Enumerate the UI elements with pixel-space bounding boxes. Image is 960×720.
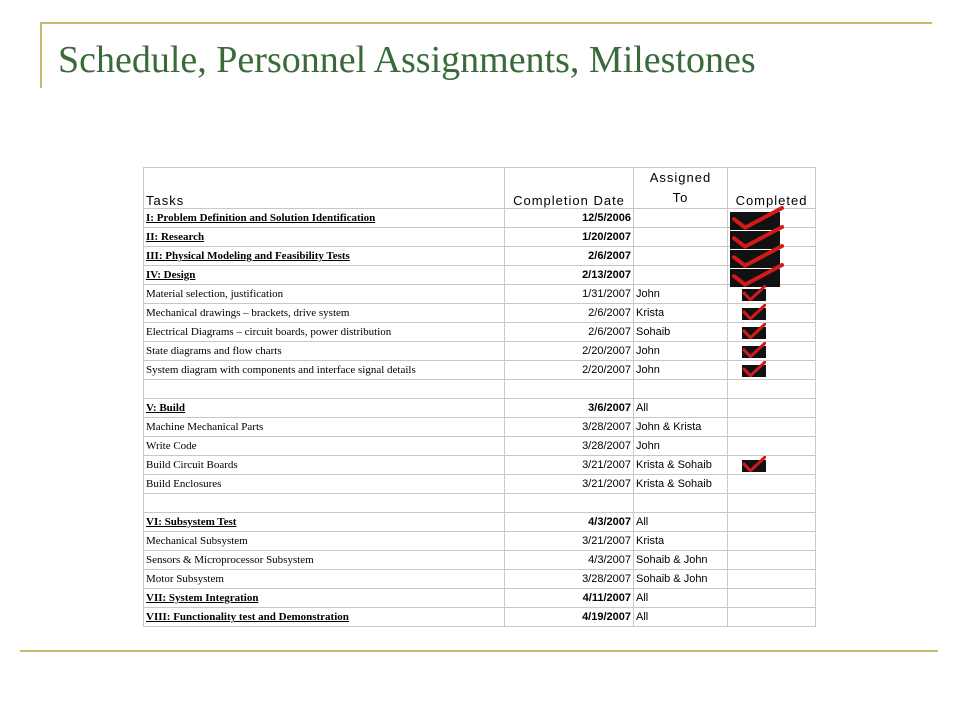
assigned-to-cell <box>634 380 728 399</box>
completed-cell <box>728 589 816 608</box>
assigned-to-cell: Krista & Sohaib <box>634 456 728 475</box>
completion-date-cell: 1/31/2007 <box>505 285 634 304</box>
completion-date-cell: 2/20/2007 <box>505 361 634 380</box>
task-cell: Material selection, justification <box>144 285 505 304</box>
task-cell: Mechanical Subsystem <box>144 532 505 551</box>
assigned-to-cell: All <box>634 513 728 532</box>
completion-date-cell: 3/6/2007 <box>505 399 634 418</box>
header-assigned-line1: Assigned <box>649 170 712 185</box>
checkmark-icon <box>742 361 766 377</box>
completion-date-cell <box>505 380 634 399</box>
completion-date-cell: 3/28/2007 <box>505 437 634 456</box>
task-cell: Motor Subsystem <box>144 570 505 589</box>
task-cell: State diagrams and flow charts <box>144 342 505 361</box>
completion-date-cell: 12/5/2006 <box>505 209 634 228</box>
table-row <box>144 551 816 570</box>
table-row <box>144 608 816 627</box>
task-cell: VIII: Functionality test and Demonstration <box>144 608 505 627</box>
checkmark-icon <box>742 304 766 320</box>
table-row <box>144 323 816 342</box>
completed-cell <box>728 475 816 494</box>
completed-cell <box>728 304 816 323</box>
completion-date-cell: 2/6/2007 <box>505 323 634 342</box>
completed-cell <box>728 513 816 532</box>
task-cell: Mechanical drawings – brackets, drive system <box>144 304 505 323</box>
task-cell: Build Circuit Boards <box>144 456 505 475</box>
task-cell: Sensors & Microprocessor Subsystem <box>144 551 505 570</box>
assigned-to-cell: All <box>634 589 728 608</box>
completion-date-cell: 2/20/2007 <box>505 342 634 361</box>
table-row <box>144 437 816 456</box>
table-row <box>144 209 816 228</box>
table-row <box>144 285 816 304</box>
completion-date-cell: 3/21/2007 <box>505 532 634 551</box>
assigned-to-cell: Sohaib & John <box>634 551 728 570</box>
completed-cell <box>728 342 816 361</box>
task-cell <box>144 494 505 513</box>
completed-cell <box>728 266 816 285</box>
task-cell: VII: System Integration <box>144 589 505 608</box>
completed-cell <box>728 418 816 437</box>
completed-cell <box>728 380 816 399</box>
completion-date-cell: 3/21/2007 <box>505 475 634 494</box>
top-accent-rule <box>40 22 932 24</box>
table-row <box>144 532 816 551</box>
slide-title: Schedule, Personnel Assignments, Milestones <box>58 39 756 81</box>
assigned-to-cell: All <box>634 399 728 418</box>
assigned-to-cell <box>634 228 728 247</box>
table-row <box>144 304 816 323</box>
assigned-to-cell: John <box>634 342 728 361</box>
task-cell: System diagram with components and interface signal details <box>144 361 505 380</box>
task-cell: V: Build <box>144 399 505 418</box>
assigned-to-cell <box>634 266 728 285</box>
left-accent-rule <box>40 22 42 88</box>
table-row <box>144 494 816 513</box>
assigned-to-cell: Sohaib & John <box>634 570 728 589</box>
checkmark-icon <box>742 342 766 358</box>
assigned-to-cell: Krista <box>634 304 728 323</box>
completion-date-cell: 3/21/2007 <box>505 456 634 475</box>
table-row <box>144 399 816 418</box>
task-cell: I: Problem Definition and Solution Identification <box>144 209 505 228</box>
completed-cell <box>728 323 816 342</box>
completion-date-cell: 1/20/2007 <box>505 228 634 247</box>
table-row <box>144 247 816 266</box>
header-assigned-line2: To <box>672 190 689 205</box>
table-row <box>144 513 816 532</box>
completed-cell <box>728 494 816 513</box>
checkmark-icon <box>742 323 766 339</box>
table-header-row <box>144 168 816 209</box>
header-tasks: Tasks <box>144 168 505 209</box>
checkmark-icon <box>742 285 766 301</box>
completed-cell <box>728 361 816 380</box>
assigned-to-cell: John & Krista <box>634 418 728 437</box>
table-row <box>144 342 816 361</box>
table-row <box>144 456 816 475</box>
task-cell: Machine Mechanical Parts <box>144 418 505 437</box>
task-cell: III: Physical Modeling and Feasibility Tests <box>144 247 505 266</box>
header-assigned-to <box>634 168 728 209</box>
completed-cell <box>728 608 816 627</box>
completion-date-cell: 2/6/2007 <box>505 247 634 266</box>
task-cell <box>144 380 505 399</box>
checkmark-icon <box>742 456 766 472</box>
completed-cell <box>728 456 816 475</box>
task-cell: Write Code <box>144 437 505 456</box>
task-cell: IV: Design <box>144 266 505 285</box>
completed-cell <box>728 532 816 551</box>
completed-cell <box>728 285 816 304</box>
table-row <box>144 228 816 247</box>
task-cell: Electrical Diagrams – circuit boards, power distribution <box>144 323 505 342</box>
table-row <box>144 266 816 285</box>
assigned-to-cell <box>634 209 728 228</box>
assigned-to-cell: All <box>634 608 728 627</box>
assigned-to-cell: John <box>634 361 728 380</box>
assigned-to-cell: John <box>634 285 728 304</box>
completion-date-cell: 3/28/2007 <box>505 570 634 589</box>
task-cell: II: Research <box>144 228 505 247</box>
assigned-to-cell: John <box>634 437 728 456</box>
completed-cell <box>728 570 816 589</box>
assigned-to-cell <box>634 247 728 266</box>
completion-date-cell: 3/28/2007 <box>505 418 634 437</box>
completion-date-cell: 2/6/2007 <box>505 304 634 323</box>
completed-cell <box>728 551 816 570</box>
completion-date-cell: 4/3/2007 <box>505 513 634 532</box>
completion-date-cell: 4/11/2007 <box>505 589 634 608</box>
completion-date-cell <box>505 494 634 513</box>
bottom-accent-rule <box>20 650 938 652</box>
completion-date-cell: 2/13/2007 <box>505 266 634 285</box>
completed-cell <box>728 399 816 418</box>
header-completion-date: Completion Date <box>505 168 634 209</box>
completion-date-cell: 4/19/2007 <box>505 608 634 627</box>
table-row <box>144 418 816 437</box>
checkmark-icon <box>730 263 784 287</box>
table-row <box>144 589 816 608</box>
assigned-to-cell: Krista <box>634 532 728 551</box>
assigned-to-cell: Krista & Sohaib <box>634 475 728 494</box>
header-completed: Completed <box>728 168 816 209</box>
completed-cell <box>728 437 816 456</box>
completion-date-cell: 4/3/2007 <box>505 551 634 570</box>
schedule-table <box>143 167 816 627</box>
assigned-to-cell <box>634 494 728 513</box>
task-cell: Build Enclosures <box>144 475 505 494</box>
table-row <box>144 380 816 399</box>
table-row <box>144 475 816 494</box>
task-cell: VI: Subsystem Test <box>144 513 505 532</box>
assigned-to-cell: Sohaib <box>634 323 728 342</box>
table-row <box>144 570 816 589</box>
table-row <box>144 361 816 380</box>
